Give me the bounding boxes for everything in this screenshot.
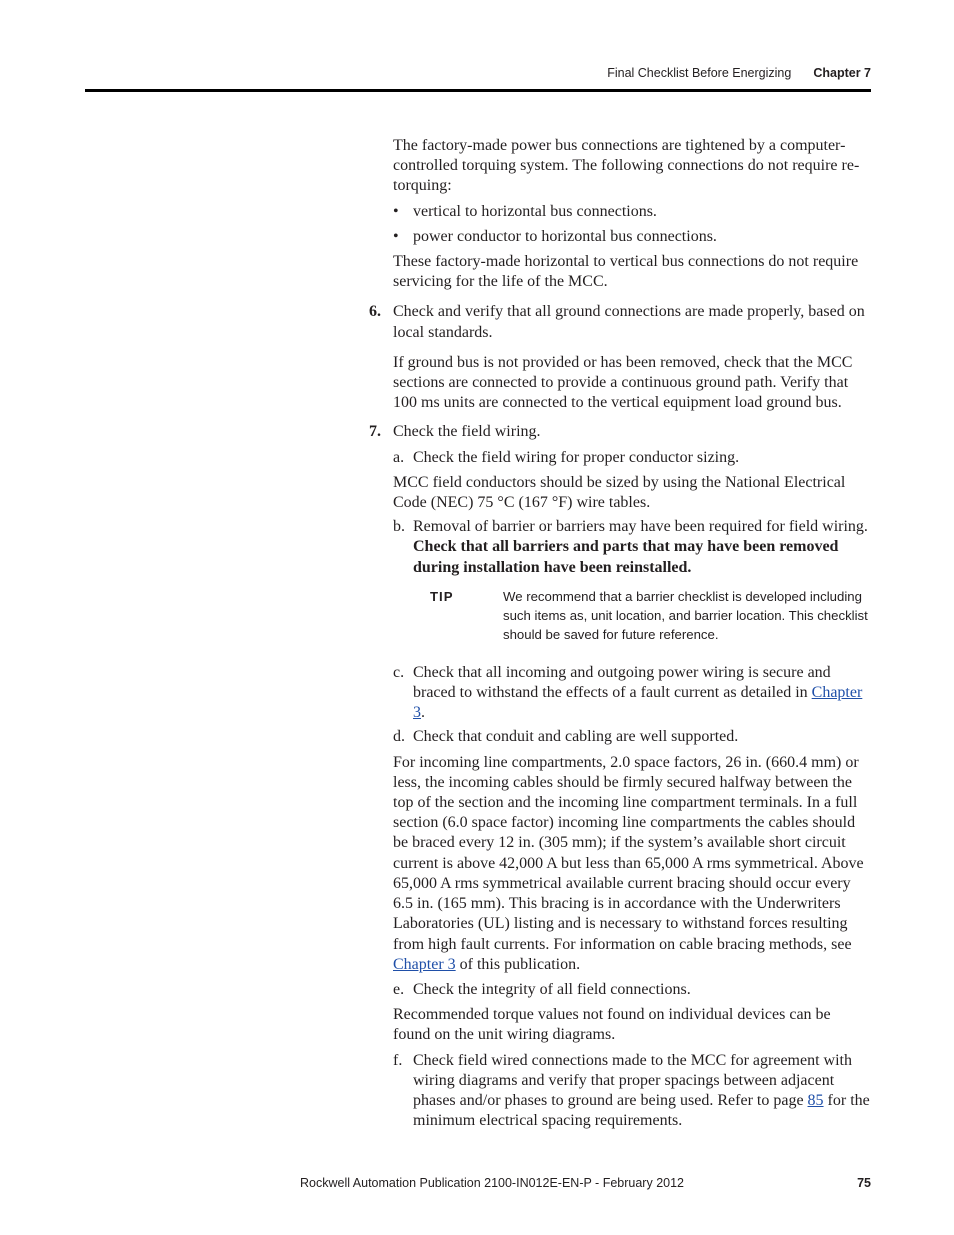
publication-id: Rockwell Automation Publication 2100-IN012E-EN-P - February 2012 — [300, 1176, 684, 1190]
substep-text-body: Check field wired connections made to the MCC for agreement with wiring diagrams and verify that proper spacings between adjacent phases and/or phases to ground are being used. Refer to page — [413, 1051, 852, 1109]
chapter-label: Chapter 7 — [813, 66, 871, 80]
section-title: Final Checklist Before Energizing — [607, 66, 792, 80]
running-header — [607, 66, 871, 80]
page-number: 75 — [857, 1176, 871, 1190]
substep-e-note: Recommended torque values not found on individual devices can be found on the unit wiring diagrams. — [393, 1006, 831, 1044]
bullet-text: power conductor to horizontal bus connections. — [413, 227, 717, 245]
step-text: Check and verify that all ground connections are made properly, based on local standards. — [393, 303, 865, 341]
substep-label: a. — [393, 448, 405, 466]
substep-a-note: MCC field conductors should be sized by using the National Electrical Code (NEC) 75 °C (167 °F) wire tables. — [393, 473, 846, 512]
substep-d-note — [393, 753, 871, 975]
bullet-text: vertical to horizontal bus connections. — [413, 202, 657, 220]
substep-text: Check the integrity of all field connections. — [413, 980, 691, 998]
substep-b-warning: Check that all barriers and parts that may have been removed during installation have been reinstalled. — [413, 538, 839, 576]
bullet-icon: • — [393, 202, 399, 220]
chapter-3-link[interactable]: Chapter 3 — [393, 955, 456, 973]
page-content — [369, 136, 871, 1131]
note-text: For incoming line compartments, 2.0 space factors, 26 in. (660.4 mm) or less, the incoming cables should be firmly secured halfway between the top of the section and the incoming line compartment terminals. In a full section (6.0 space factor) incoming line compartments the cables should be braced every 12 in. (305 mm); if the system’s available short circuit current is above 42,000 A but less than 65,000 A rms symmetrical. Above 65,000 A rms symmetrical available current bracing should occur every 6.5 in. (165 mm). This bracing is in accordance with the Underwriters Laboratories (UL) listing and is necessary to withstand forces resulting from high fault currents. For information on cable bracing methods, see — [393, 753, 864, 953]
step-6-note: If ground bus is not provided or has been removed, check that the MCC sections are connected to provide a continuous ground path. Verify that 100 ms units are connected to the vertical equipment load ground bus. — [393, 353, 853, 412]
substep-text — [413, 1051, 871, 1132]
substep-text: Check that conduit and cabling are well supported. — [413, 728, 739, 746]
substep-label: d. — [393, 728, 405, 746]
substep-text-body: Check that all incoming and outgoing power wiring is secure and braced to withstand the effects of a fault current as detailed in — [413, 663, 831, 702]
step-number: 6. — [369, 303, 381, 321]
substep-b — [393, 517, 871, 578]
bullet-item — [393, 202, 871, 222]
header-rule — [85, 89, 871, 92]
substep-c — [393, 663, 871, 724]
substep-label: e. — [393, 980, 405, 998]
substep-text — [413, 663, 871, 724]
bullet-icon: • — [393, 227, 399, 245]
tip-box — [413, 587, 871, 647]
substep-e — [393, 980, 871, 1000]
substep-label: b. — [393, 518, 405, 536]
tip-text: We recommend that a barrier checklist is developed including such items as, unit location, and barrier location. This checklist should be saved for future reference. — [503, 588, 868, 643]
bullet-note: These factory-made horizontal to vertical bus connections do not require servicing for the life of the MCC. — [393, 253, 859, 291]
tip-label: TIP — [430, 588, 454, 604]
page-85-link[interactable]: 85 — [807, 1091, 824, 1109]
substep-label: c. — [393, 663, 405, 681]
step-number: 7. — [369, 423, 381, 441]
substep-text: Removal of barrier or barriers may have been required for field wiring. — [413, 518, 868, 536]
intro-paragraph: The factory-made power bus connections are tightened by a computer-controlled torquing system. The following connections do not require re-torquing: — [393, 137, 860, 195]
step-7 — [369, 422, 871, 442]
substep-f — [393, 1051, 871, 1132]
substep-d — [393, 727, 871, 747]
step-6 — [369, 302, 871, 342]
note-text-end: of this publication. — [455, 955, 581, 973]
substep-text-end: for the minimum electrical spacing requirements. — [413, 1091, 870, 1130]
substep-text-end: . — [421, 704, 425, 722]
substep-label: f. — [393, 1051, 403, 1069]
bullet-item — [393, 227, 871, 247]
substep-a — [393, 448, 871, 468]
substep-text: Check the field wiring for proper conductor sizing. — [413, 448, 740, 466]
chapter-3-link[interactable]: Chapter 3 — [413, 684, 863, 722]
step-text: Check the field wiring. — [393, 423, 541, 441]
